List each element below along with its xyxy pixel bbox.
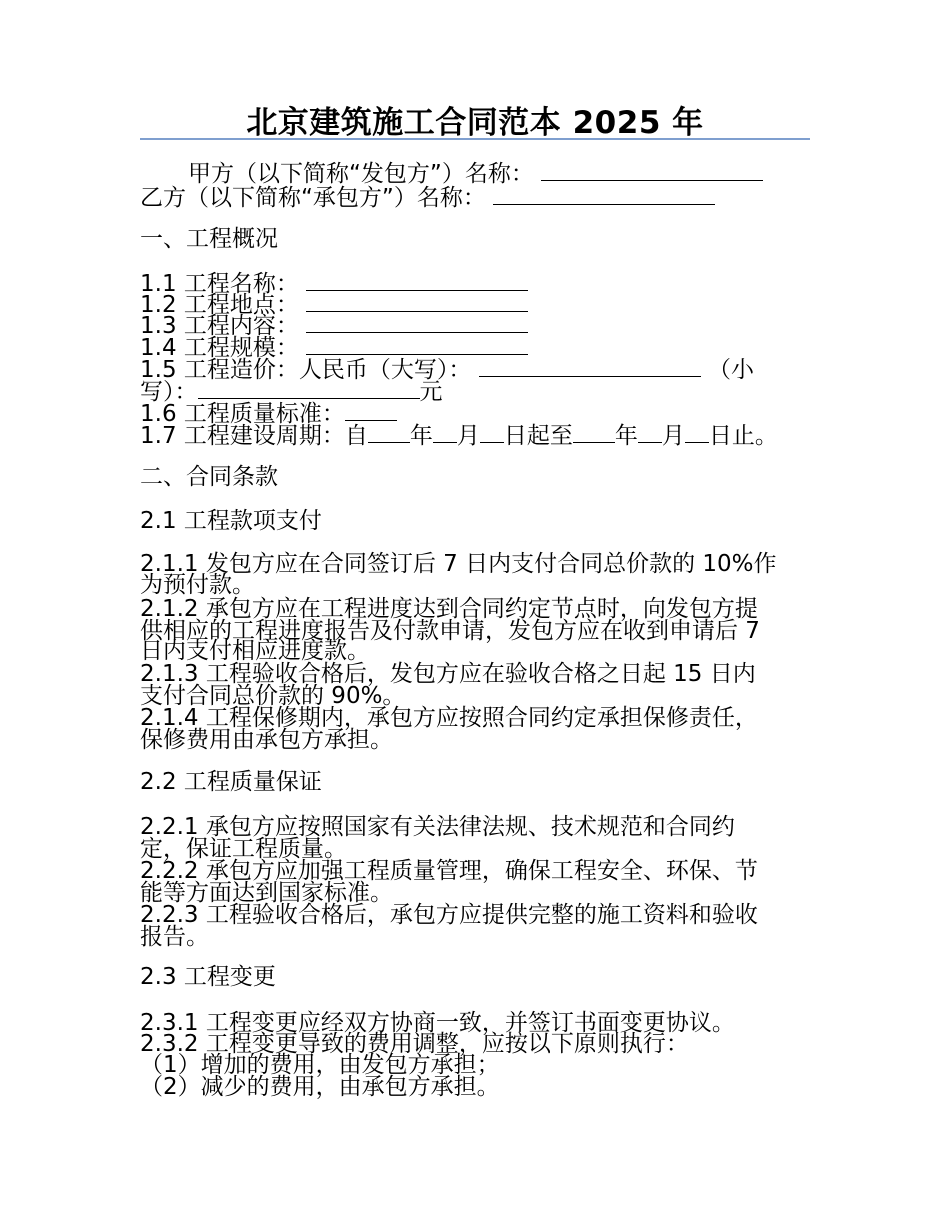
clause-2-1-3-line2: 支付合同总价款的 90%。	[140, 683, 406, 709]
party-a-name-blank[interactable]	[541, 160, 763, 181]
clause-2-2-2-line1: 2.2.2 承包方应加强工程质量管理，确保工程安全、环保、节	[140, 858, 758, 884]
end-day-blank[interactable]	[685, 422, 709, 443]
clause-2-2-3-line2: 报告。	[140, 924, 209, 950]
clause-2-2-3-line1: 2.2.3 工程验收合格后，承包方应提供完整的施工资料和验收	[140, 902, 758, 928]
price-uppercase-blank[interactable]	[479, 356, 701, 377]
item-1-5-small-label: 写）：	[140, 379, 198, 405]
subsection-2-2: 2.2 工程质量保证	[140, 769, 322, 795]
party-a-label: 甲方（以下简称“发包方”）名称：	[188, 161, 534, 187]
clause-2-2-1-line1: 2.2.1 承包方应按照国家有关法律法规、技术规范和合同约	[140, 814, 735, 840]
start-day-unit: 日起至	[503, 423, 573, 449]
subsection-2-3: 2.3 工程变更	[140, 964, 276, 990]
clause-2-2-1-line2: 定，保证工程质量。	[140, 836, 347, 862]
clause-2-1-1-line1: 2.1.1 发包方应在合同签订后 7 日内支付合同总价款的 10%作	[140, 551, 777, 577]
end-day-unit: 日止。	[708, 423, 778, 449]
start-month-unit: 月	[456, 423, 480, 449]
clause-2-3-2: 2.3.2 工程变更导致的费用调整，应按以下原则执行：	[140, 1031, 689, 1057]
party-b-label: 乙方（以下简称“承包方”）名称：	[140, 185, 486, 211]
end-year-unit: 年	[614, 423, 638, 449]
document-title: 北京建筑施工合同范本 2025 年	[246, 105, 704, 141]
price-lowercase-blank[interactable]	[198, 378, 420, 399]
item-1-7	[140, 422, 778, 449]
start-year-unit: 年	[409, 423, 433, 449]
clause-2-1-2-line1: 2.1.2 承包方应在工程进度达到合同约定节点时，向发包方提	[140, 596, 758, 622]
item-1-2-label: 1.2 工程地点：	[140, 292, 299, 318]
clause-2-1-2-line3: 日内支付相应进度款。	[140, 638, 370, 664]
item-1-4-label: 1.4 工程规模：	[140, 335, 299, 361]
item-1-1-label: 1.1 工程名称：	[140, 271, 299, 297]
title-underline	[140, 138, 810, 140]
end-month-blank[interactable]	[638, 422, 662, 443]
quality-standard-blank[interactable]	[345, 400, 397, 421]
clause-2-3-2-item-1: （1）增加的费用，由发包方承担；	[140, 1052, 500, 1078]
item-1-3-label: 1.3 工程内容：	[140, 313, 299, 339]
clause-2-1-3-line1: 2.1.3 工程验收合格后，发包方应在验收合格之日起 15 日内	[140, 661, 756, 687]
section-2-heading: 二、合同条款	[140, 464, 278, 490]
subsection-2-1: 2.1 工程款项支付	[140, 508, 322, 534]
item-1-5-small-open: （小	[708, 357, 755, 383]
clause-2-2-2-line2: 能等方面达到国家标准。	[140, 880, 393, 906]
project-scale-blank[interactable]	[306, 334, 528, 355]
party-b-name-blank[interactable]	[493, 184, 715, 205]
clause-2-1-4-line2: 保修费用由承包方承担。	[140, 727, 393, 753]
party-a-line	[188, 160, 763, 187]
end-month-unit: 月	[661, 423, 685, 449]
clause-2-1-2-line2: 供相应的工程进度报告及付款申请，发包方应在收到申请后 7	[140, 618, 760, 644]
item-1-7-label: 1.7 工程建设周期：自	[140, 423, 368, 449]
clause-2-3-2-item-2: （2）减少的费用，由承包方承担。	[140, 1074, 500, 1100]
project-content-blank[interactable]	[306, 312, 528, 333]
item-1-6-label: 1.6 工程质量标准：	[140, 401, 345, 427]
start-day-blank[interactable]	[480, 422, 504, 443]
project-name-blank[interactable]	[306, 270, 528, 291]
start-month-blank[interactable]	[433, 422, 457, 443]
clause-2-1-1-line2: 为预付款。	[140, 572, 255, 598]
clause-2-1-4-line1: 2.1.4 工程保修期内，承包方应按照合同约定承担保修责任，	[140, 705, 758, 731]
end-year-blank[interactable]	[573, 422, 615, 443]
start-year-blank[interactable]	[368, 422, 410, 443]
clause-2-3-1: 2.3.1 工程变更应经双方协商一致，并签订书面变更协议。	[140, 1010, 735, 1036]
project-location-blank[interactable]	[306, 291, 528, 312]
section-1-heading: 一、工程概况	[140, 226, 278, 252]
item-1-5-label: 1.5 工程造价：人民币（大写）：	[140, 357, 472, 383]
item-1-5-unit: 元	[419, 379, 443, 405]
party-b-line	[140, 184, 715, 211]
